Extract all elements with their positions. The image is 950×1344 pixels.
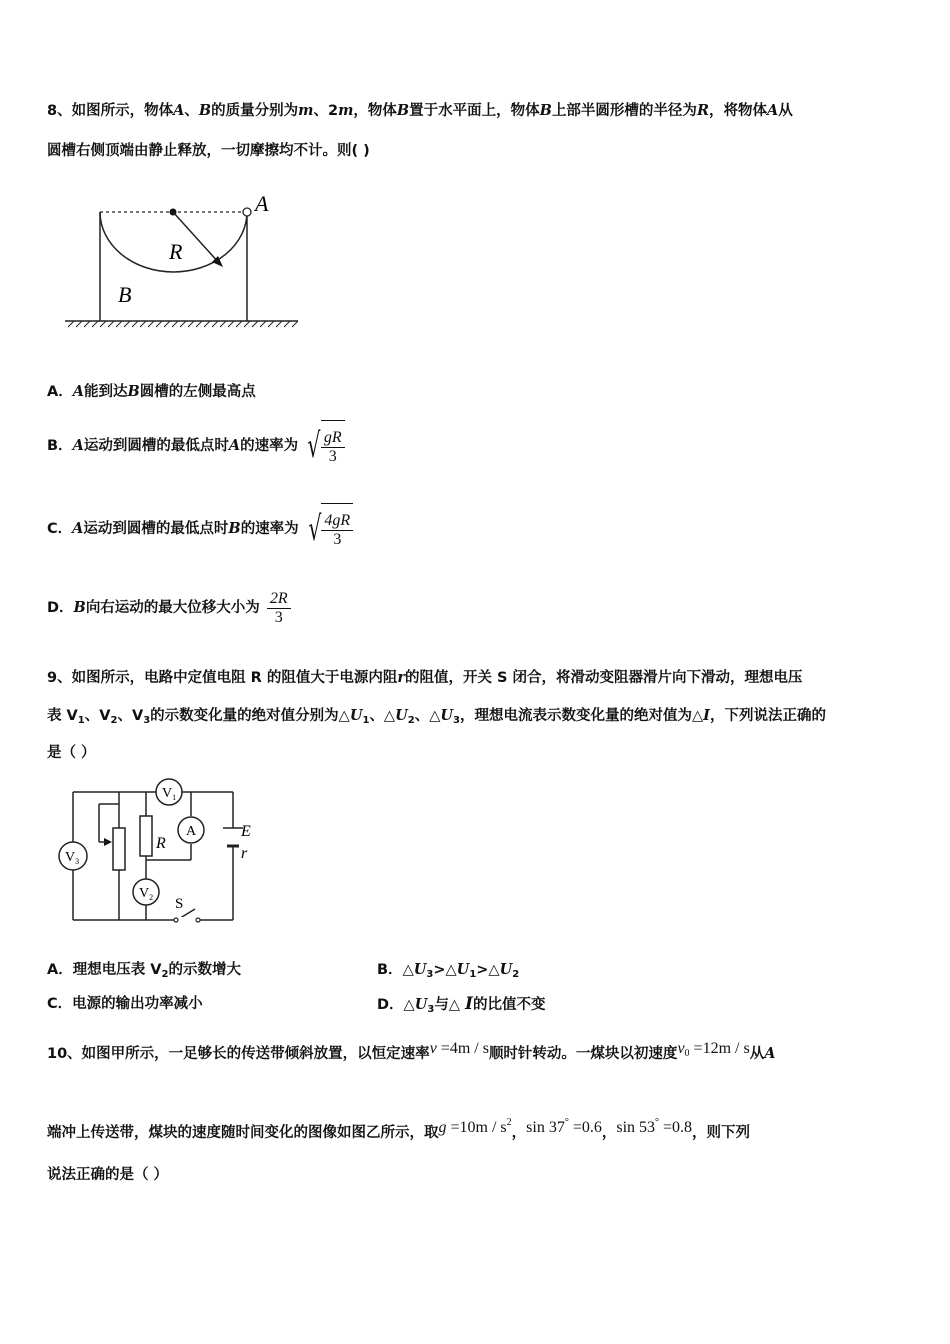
sin53-expression <box>616 1119 692 1136</box>
gravity-expression <box>439 1119 512 1136</box>
label-A: A <box>255 191 269 216</box>
subscript: 3 <box>426 969 434 980</box>
text: 、△ <box>414 708 441 724</box>
subscript: 2 <box>161 969 169 980</box>
text: 置于水平面上，物体 <box>409 103 540 119</box>
q9-stem-line-2 <box>47 706 826 731</box>
var-m: m <box>298 102 314 119</box>
text: 8、如图所示，物体 <box>47 103 174 119</box>
text: 的示数增大 <box>168 962 241 978</box>
subscript: 3 <box>427 1004 435 1015</box>
initial-speed-expression <box>677 1040 749 1057</box>
var-B: B <box>228 520 241 537</box>
text: 、 <box>184 103 199 119</box>
text: 电源的输出功率减小 <box>72 996 203 1012</box>
superscript: 2 <box>506 1117 512 1128</box>
var-U: U <box>499 961 513 978</box>
q8-option-C[interactable] <box>47 503 353 553</box>
text: 圆槽的左侧最高点 <box>139 384 256 400</box>
subscript: 1 <box>362 715 370 726</box>
var-U: U <box>413 961 427 978</box>
q8-option-A[interactable] <box>47 382 256 402</box>
q9-option-D[interactable] <box>377 994 545 1020</box>
text: △ <box>402 962 414 978</box>
var-U: U <box>349 707 363 724</box>
q9-option-A[interactable] <box>47 960 241 985</box>
fraction-numerator: gR <box>321 429 345 448</box>
var-U: U <box>440 707 454 724</box>
text: sin 37 <box>526 1119 565 1136</box>
text: 运动到圆槽的最低点时 <box>83 521 229 537</box>
speed-expression <box>430 1040 489 1057</box>
text: sin 53 <box>616 1119 656 1136</box>
var-A: A <box>72 383 84 400</box>
q8-stem-line-2: 圆槽右侧顶端由静止释放，一切摩擦均不计。则( ) <box>47 143 370 159</box>
q10-stem-line-3: 说法正确的是（ ） <box>47 1167 169 1183</box>
text: =12m / s <box>689 1040 750 1057</box>
q9-circuit-figure <box>55 772 265 927</box>
text: 、V <box>117 708 144 724</box>
subscript: 3 <box>453 715 460 726</box>
switch-contact <box>174 918 178 922</box>
text: 、2 <box>313 103 339 119</box>
text: 与△ <box>434 997 466 1013</box>
option-letter: C． <box>47 521 73 537</box>
text: >△ <box>433 962 457 978</box>
text: =0.8 <box>659 1119 693 1136</box>
text: 能到达 <box>84 384 128 400</box>
q8-option-D[interactable] <box>47 585 291 631</box>
object-A-ball <box>243 208 251 216</box>
var-I: I <box>465 994 473 1014</box>
voltmeter-V2-label: $V_2$ <box>139 886 154 902</box>
text: 的比值不变 <box>472 997 546 1013</box>
var-B: B <box>396 102 410 119</box>
q8-stem-line-1 <box>47 101 793 121</box>
ammeter-label: A <box>186 824 197 839</box>
text: 顺时针转动。一煤块以初速度 <box>488 1046 678 1062</box>
text: ，将物体 <box>709 103 767 119</box>
subscript: 2 <box>512 969 520 980</box>
label-E: E <box>241 823 251 840</box>
fraction-denominator: 3 <box>333 530 342 548</box>
text: 、△ <box>369 708 396 724</box>
switch-contact <box>196 918 200 922</box>
var-A: A <box>764 1045 776 1062</box>
text: 向右运动的最大位移大小为 <box>85 600 260 616</box>
var-A: A <box>72 437 84 454</box>
subscript: 2 <box>407 715 415 726</box>
var-U: U <box>395 707 408 724</box>
label-R: R <box>169 239 183 264</box>
var-U: U <box>456 961 470 978</box>
text: 端冲上传送带，煤块的速度随时间变化的图像如图乙所示，取 <box>47 1125 439 1141</box>
voltmeter-V3-label: $V_3$ <box>65 850 80 866</box>
text: 的阻值，开关 S 闭合，将滑动变阻器滑片向下滑动，理想电压 <box>405 670 803 686</box>
text: 的速率为 <box>240 438 299 454</box>
q8-option-B[interactable] <box>47 420 345 470</box>
q10-stem-line-1 <box>47 1034 775 1069</box>
ground-hatching <box>68 321 298 327</box>
text: 的质量分别为 <box>211 103 299 119</box>
superscript: ° <box>564 1117 569 1128</box>
text: 、V <box>84 708 111 724</box>
subscript: 0 <box>684 1048 690 1059</box>
text: 从 <box>778 103 793 119</box>
text: ， <box>511 1125 527 1141</box>
var-R: R <box>696 102 709 119</box>
subscript: 1 <box>77 715 85 726</box>
voltmeter-V1-label: $V_1$ <box>162 786 177 802</box>
var-B: B <box>73 599 86 616</box>
option-letter: B． <box>47 438 73 454</box>
var-A: A <box>228 437 241 454</box>
text: 从 <box>749 1046 765 1062</box>
option-letter: D． <box>377 997 404 1013</box>
var-B: B <box>198 102 212 119</box>
var-B: B <box>127 383 140 400</box>
option-letter: D． <box>47 600 74 616</box>
label-R: R <box>156 835 166 852</box>
text: ， <box>601 1125 617 1141</box>
q9-option-B[interactable] <box>377 960 519 985</box>
superscript: ° <box>655 1117 660 1128</box>
var-B: B <box>539 102 552 119</box>
text: 表 V <box>47 708 78 724</box>
text: △ <box>403 997 415 1013</box>
var-A: A <box>767 102 779 119</box>
fraction-numerator: 2R <box>267 590 291 609</box>
text: ，下列说法正确的 <box>709 708 826 724</box>
sin37-expression <box>526 1119 602 1136</box>
var-m: m <box>338 102 354 119</box>
label-B: B <box>118 282 132 307</box>
label-r: r <box>241 845 248 862</box>
switch-label: S <box>175 896 184 912</box>
fraction-denominator: 3 <box>274 608 283 626</box>
rheostat <box>113 828 125 870</box>
option-letter: A． <box>47 962 73 978</box>
option-letter: B． <box>377 962 403 978</box>
text: =0.6 <box>568 1119 602 1136</box>
subscript: 2 <box>110 715 118 726</box>
var-r: r <box>397 669 405 686</box>
text: ，理想电流表示数变化量的绝对值为△ <box>460 708 704 724</box>
var-g: g <box>438 1119 447 1136</box>
text: =10m / s <box>446 1119 507 1136</box>
text: 的示数变化量的绝对值分别为△ <box>150 708 350 724</box>
subscript: 3 <box>143 715 151 726</box>
text: 10、如图甲所示，一足够长的传送带倾斜放置，以恒定速率 <box>47 1046 430 1062</box>
text: >△ <box>476 962 500 978</box>
q9-stem-line-3: 是（ ） <box>47 745 96 761</box>
q9-option-C[interactable] <box>47 994 203 1014</box>
sqrt-expression: √ $\frac{gR}{3}$ <box>303 420 344 472</box>
text: ，物体 <box>353 103 397 119</box>
fraction-denominator: 3 <box>328 447 337 465</box>
q9-stem-line-1 <box>47 668 803 688</box>
text: 上部半圆形槽的半径为 <box>551 103 697 119</box>
fraction <box>267 590 291 627</box>
var-A: A <box>72 520 84 537</box>
text: 9、如图所示，电路中定值电阻 R 的阻值大于电源内阻 <box>47 670 398 686</box>
var-v: v <box>429 1040 437 1057</box>
var-U: U <box>414 996 428 1013</box>
option-letter: A． <box>47 384 73 400</box>
sqrt-expression: √ $\frac{4gR}{3}$ <box>304 503 353 555</box>
option-letter: C． <box>47 996 73 1012</box>
var-A: A <box>173 102 185 119</box>
text: ，则下列 <box>692 1125 751 1141</box>
var-v: v <box>677 1040 685 1057</box>
q8-figure <box>60 188 310 333</box>
subscript: 1 <box>469 969 477 980</box>
var-I: I <box>703 707 710 724</box>
text: 运动到圆槽的最低点时 <box>83 438 229 454</box>
text: =4m / s <box>436 1040 489 1057</box>
text: 的速率为 <box>240 521 299 537</box>
resistor-R <box>140 816 152 856</box>
fraction-numerator: 4gR <box>321 512 353 531</box>
text: 理想电压表 V <box>72 962 162 978</box>
q10-stem-line-2 <box>47 1108 750 1148</box>
